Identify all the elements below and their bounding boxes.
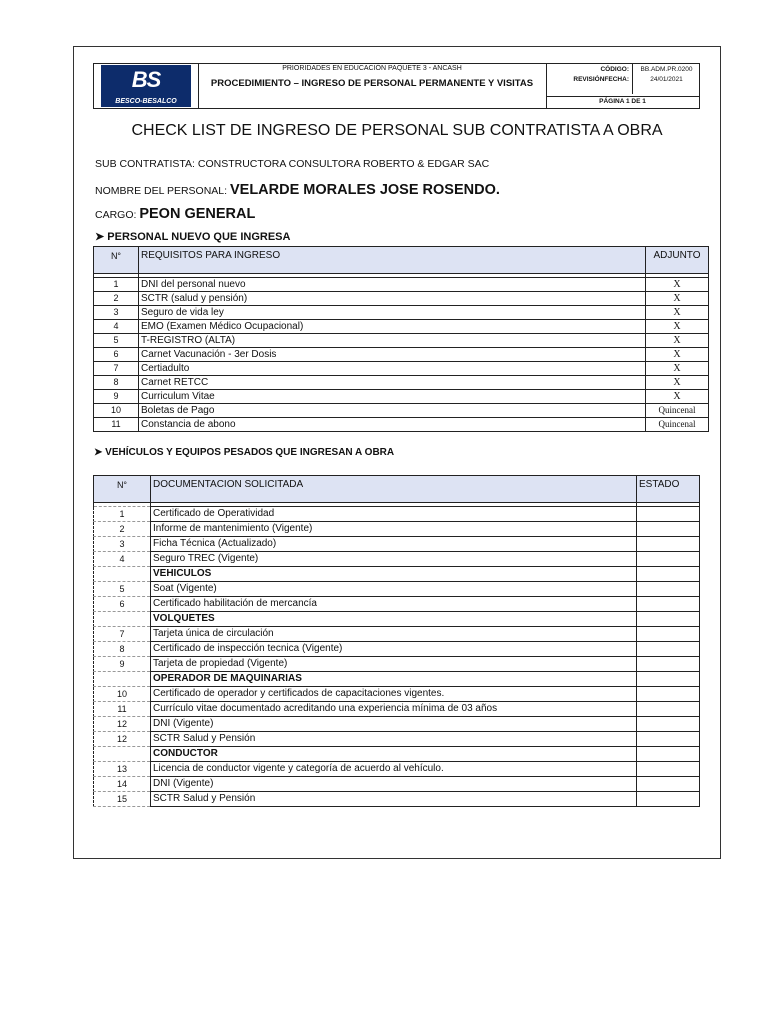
document-header bbox=[93, 63, 700, 109]
section-personal-heading bbox=[95, 230, 290, 243]
cell-doc: Soat (Vigente) bbox=[151, 582, 637, 597]
cell-req: EMO (Examen Médico Ocupacional) bbox=[139, 320, 646, 334]
cell-req: Carnet RETCC bbox=[139, 376, 646, 390]
table-row bbox=[94, 306, 709, 320]
col-n-header: N° bbox=[94, 247, 139, 274]
cell-doc: DNI (Vigente) bbox=[151, 777, 637, 792]
table-row bbox=[94, 687, 700, 702]
col-documentacion-header: DOCUMENTACION SOLICITADA bbox=[151, 476, 637, 503]
table-row bbox=[94, 582, 700, 597]
section-personal-title: PERSONAL NUEVO QUE INGRESA bbox=[107, 231, 291, 243]
table-row bbox=[94, 732, 700, 747]
table-row bbox=[94, 334, 709, 348]
cell-n: 2 bbox=[94, 292, 139, 306]
nombre-line bbox=[95, 182, 500, 198]
cell-req: Certiadulto bbox=[139, 362, 646, 376]
cell-n: 10 bbox=[94, 687, 151, 702]
cell-n: 4 bbox=[94, 320, 139, 334]
table-row bbox=[94, 702, 700, 717]
table-row bbox=[94, 418, 709, 432]
cell-doc: Ficha Técnica (Actualizado) bbox=[151, 537, 637, 552]
cell-adj: Quincenal bbox=[646, 418, 709, 432]
table-row bbox=[94, 762, 700, 777]
nombre-value: VELARDE MORALES JOSE ROSENDO. bbox=[229, 182, 500, 198]
cell-n: 12 bbox=[94, 717, 151, 732]
table-row bbox=[94, 320, 709, 334]
cell-n: 5 bbox=[94, 582, 151, 597]
cell-doc: Certificado de Operatividad bbox=[151, 507, 637, 522]
cell-n: 15 bbox=[94, 792, 151, 807]
cell-n: 11 bbox=[94, 418, 139, 432]
cell-adj: X bbox=[646, 320, 709, 334]
cell-estado bbox=[637, 687, 700, 702]
cell-estado bbox=[637, 762, 700, 777]
col-n-header: N° bbox=[94, 476, 151, 503]
section-vehiculos-heading bbox=[94, 447, 394, 458]
cell-adj: X bbox=[646, 362, 709, 376]
table-row bbox=[94, 597, 700, 612]
cell-adj: X bbox=[646, 292, 709, 306]
cell-doc: Tarjeta de propiedad (Vigente) bbox=[151, 657, 637, 672]
cell-n bbox=[94, 567, 151, 582]
table-row bbox=[94, 777, 700, 792]
cell-req: Carnet Vacunación - 3er Dosis bbox=[139, 348, 646, 362]
table-row bbox=[94, 537, 700, 552]
cell-doc: DNI (Vigente) bbox=[151, 717, 637, 732]
cell-adj: X bbox=[646, 278, 709, 292]
cell-doc: Tarjeta única de circulación bbox=[151, 627, 637, 642]
table-subheading-row bbox=[94, 747, 700, 762]
cargo-value: PEON GENERAL bbox=[139, 206, 256, 222]
table-header-row bbox=[94, 476, 700, 503]
cell-n: 4 bbox=[94, 552, 151, 567]
table-subheading-row bbox=[94, 672, 700, 687]
cell-estado bbox=[637, 792, 700, 807]
arrow-bullet-icon: ➤ bbox=[94, 447, 103, 458]
vehicle-documents-table bbox=[93, 475, 700, 807]
cell-doc: OPERADOR DE MAQUINARIAS bbox=[151, 672, 637, 687]
cell-estado bbox=[637, 582, 700, 597]
cell-estado bbox=[637, 507, 700, 522]
cell-adj: X bbox=[646, 376, 709, 390]
cell-req: Constancia de abono bbox=[139, 418, 646, 432]
table-subheading-row bbox=[94, 612, 700, 627]
table-row bbox=[94, 362, 709, 376]
table-header-row bbox=[94, 247, 709, 274]
cell-adj: X bbox=[646, 334, 709, 348]
cell-doc: SCTR Salud y Pensión bbox=[151, 792, 637, 807]
cell-n: 3 bbox=[94, 306, 139, 320]
page-number: PÁGINA 1 DE 1 bbox=[599, 98, 646, 105]
cell-n: 14 bbox=[94, 777, 151, 792]
table-row bbox=[94, 627, 700, 642]
table-row bbox=[94, 642, 700, 657]
col-estado-header: ESTADO bbox=[637, 476, 700, 503]
cell-req: T-REGISTRO (ALTA) bbox=[139, 334, 646, 348]
besco-logo bbox=[101, 65, 191, 107]
cell-doc: CONDUCTOR bbox=[151, 747, 637, 762]
cell-n: 9 bbox=[94, 657, 151, 672]
cell-adj: X bbox=[646, 306, 709, 320]
cell-doc: VOLQUETES bbox=[151, 612, 637, 627]
cell-adj: X bbox=[646, 348, 709, 362]
cell-n: 5 bbox=[94, 334, 139, 348]
header-project-line: PRIORIDADES EN EDUCACIÓN PAQUETE 3 - ANCASH bbox=[282, 65, 462, 72]
company-logo-cell bbox=[94, 64, 199, 108]
cell-req: Curriculum Vitae bbox=[139, 390, 646, 404]
codigo-label: CÓDIGO: bbox=[600, 66, 629, 73]
cell-doc: Certificado habilitación de mercancía bbox=[151, 597, 637, 612]
cell-estado bbox=[637, 732, 700, 747]
cell-n: 1 bbox=[94, 278, 139, 292]
cell-n bbox=[94, 612, 151, 627]
cell-n: 8 bbox=[94, 376, 139, 390]
sub-contratista-line: SUB CONTRATISTA: CONSTRUCTORA CONSULTORA ROBERTO & EDGAR SAC bbox=[95, 158, 490, 170]
cell-req: SCTR (salud y pensión) bbox=[139, 292, 646, 306]
cell-n: 1 bbox=[94, 507, 151, 522]
cell-estado bbox=[637, 552, 700, 567]
table-row bbox=[94, 717, 700, 732]
cell-req: DNI del personal nuevo bbox=[139, 278, 646, 292]
cell-n: 9 bbox=[94, 390, 139, 404]
logo-name: BESCO-BESALCO bbox=[115, 98, 177, 105]
cell-doc: Seguro TREC (Vigente) bbox=[151, 552, 637, 567]
cell-n: 7 bbox=[94, 627, 151, 642]
cargo-label: CARGO: bbox=[95, 209, 137, 221]
cell-estado bbox=[637, 567, 700, 582]
table-row bbox=[94, 292, 709, 306]
cell-n: 6 bbox=[94, 348, 139, 362]
cell-estado bbox=[637, 597, 700, 612]
table-row bbox=[94, 507, 700, 522]
personal-requirements-table bbox=[93, 246, 709, 432]
col-adjunto-header: ADJUNTO bbox=[646, 247, 709, 274]
table-row bbox=[94, 522, 700, 537]
cell-estado bbox=[637, 522, 700, 537]
cell-req: Seguro de vida ley bbox=[139, 306, 646, 320]
header-title-cell bbox=[198, 64, 547, 108]
cell-estado bbox=[637, 717, 700, 732]
cell-estado bbox=[637, 747, 700, 762]
cell-n: 8 bbox=[94, 642, 151, 657]
logo-mark: BS bbox=[131, 67, 161, 92]
revision-value: 24/01/2021 bbox=[650, 76, 683, 83]
cell-doc: Certificado de inspección tecnica (Vigente) bbox=[151, 642, 637, 657]
cell-n bbox=[94, 672, 151, 687]
cell-n: 10 bbox=[94, 404, 139, 418]
cell-estado bbox=[637, 537, 700, 552]
cell-n: 3 bbox=[94, 537, 151, 552]
cell-n bbox=[94, 747, 151, 762]
cargo-line bbox=[95, 206, 255, 222]
nombre-label: NOMBRE DEL PERSONAL: bbox=[95, 185, 228, 197]
header-codes-cell bbox=[546, 64, 699, 108]
codigo-value: BB.ADM.PR.0200 bbox=[640, 66, 693, 73]
cell-doc: Certificado de operador y certificados de capacitaciones vigentes. bbox=[151, 687, 637, 702]
cell-req: Boletas de Pago bbox=[139, 404, 646, 418]
arrow-bullet-icon: ➤ bbox=[95, 231, 105, 243]
table-row bbox=[94, 792, 700, 807]
cell-adj: Quincenal bbox=[646, 404, 709, 418]
table-row bbox=[94, 376, 709, 390]
table-row bbox=[94, 348, 709, 362]
col-requisitos-header: REQUISITOS PARA INGRESO bbox=[139, 247, 646, 274]
cell-n: 13 bbox=[94, 762, 151, 777]
cell-n: 12 bbox=[94, 732, 151, 747]
table-row bbox=[94, 390, 709, 404]
cell-estado bbox=[637, 627, 700, 642]
document-title: CHECK LIST DE INGRESO DE PERSONAL SUB CONTRATISTA A OBRA bbox=[131, 122, 663, 139]
section-vehiculos-title: VEHÍCULOS Y EQUIPOS PESADOS QUE INGRESAN A OBRA bbox=[105, 447, 395, 458]
header-procedure-title: PROCEDIMIENTO – INGRESO DE PERSONAL PERMANENTE Y VISITAS bbox=[210, 78, 534, 89]
cell-doc: Licencia de conductor vigente y categoría de acuerdo al vehículo. bbox=[151, 762, 637, 777]
cell-estado bbox=[637, 702, 700, 717]
cell-doc: SCTR Salud y Pensión bbox=[151, 732, 637, 747]
cell-doc: VEHICULOS bbox=[151, 567, 637, 582]
cell-adj: X bbox=[646, 390, 709, 404]
table-row bbox=[94, 552, 700, 567]
cell-n: 11 bbox=[94, 702, 151, 717]
cell-estado bbox=[637, 672, 700, 687]
table-subheading-row bbox=[94, 567, 700, 582]
cell-estado bbox=[637, 657, 700, 672]
cell-estado bbox=[637, 642, 700, 657]
table-row bbox=[94, 278, 709, 292]
table-row bbox=[94, 657, 700, 672]
revision-label: REVISIÓNFECHA: bbox=[573, 76, 629, 83]
cell-n: 7 bbox=[94, 362, 139, 376]
cell-doc: Informe de mantenimiento (Vigente) bbox=[151, 522, 637, 537]
cell-n: 6 bbox=[94, 597, 151, 612]
table-row bbox=[94, 404, 709, 418]
cell-estado bbox=[637, 612, 700, 627]
cell-estado bbox=[637, 777, 700, 792]
cell-n: 2 bbox=[94, 522, 151, 537]
cell-doc: Currículo vitae documentado acreditando una experiencia mínima de 03 años bbox=[151, 702, 637, 717]
